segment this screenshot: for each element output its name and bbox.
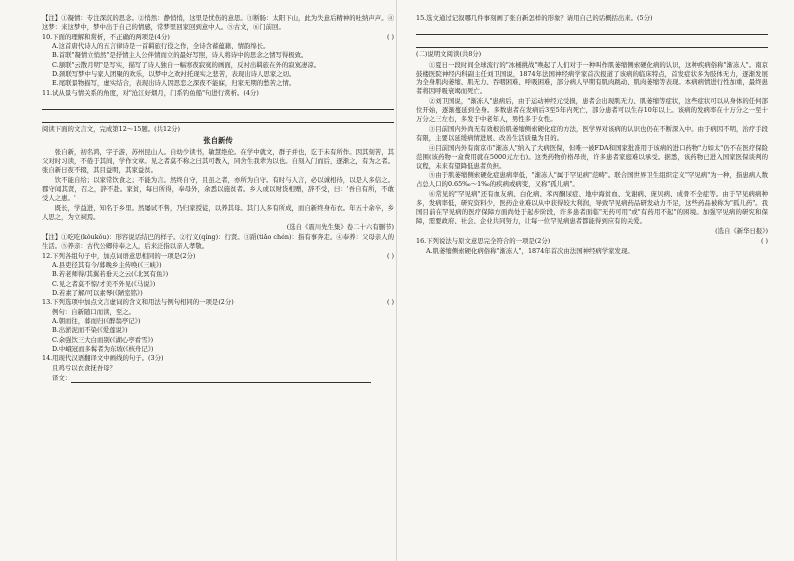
q13-example: 例句：自新随口而读，至之。 [52,307,136,316]
q12-row [42,252,394,261]
q10-option: C.颔联"云散月明"是写实，描写了诗人独自一幅寒夜寂寞的画面，反衬出羁旅在外的寂寞凄凉。 [52,60,321,69]
q10-stem: 10.下面的理解和赏析，不正确的两项是(4分) [42,32,170,41]
q12-option: A.县吏径其有今/暮晚乡主传唤(《三峡》) [52,261,162,270]
q16-paren: ( ) [760,237,768,246]
q13-option: C.余强饮三大白而别(《湖心亭看雪》) [52,335,154,344]
q13-option: A.朝而往，暮而归(《醉翁亭记》) [52,316,141,325]
q14-sentence: 且鸡亏以衣食抚吾母？ [52,364,116,373]
passage-paragraph: 既长，学益进，知名于乡里。然屡试不售，乃归家授徒，以养其母。其门人多有所成，而自新终身布衣。年五十余卒，乡人思之，为立祠焉。 [42,203,394,221]
q13-stem: 13.下列选项中加点文言虚词的含义和用法与例句相同的一项是(2分) [42,298,234,307]
q13-option: B.出淤泥而不染(《爱莲说》) [52,326,128,335]
q12-stem: 12.下列各组句子中，加点词语意思相同的一项是(2分) [42,251,196,260]
expository-paragraph: ②刘卫国说，"渐冻人"患病后，由于运动神经元受损，患者会出现肌无力、肌萎缩等症状，这些症状可以从身体的任何部位开始，逐渐蔓延到全身。多数患者在发病后3至5年内死亡，部分患者可以生存10年以上。该病的发病率在十万分之一至十万分之三左右，多发于中老年人，男性多于女性。 [416,97,768,124]
q16-row [416,237,768,246]
passage-paragraph: 张自新，初名鸿，字子游，苏州昆山人。自幼少读书，敏慧绝伦。在学中就文，群子并也，讫于未有所作。因其刻苦，其父对时习读，不倦于其间，学作文章。见之者莫不称之曰其可教入，同舍生我辈为以也。自刻入门而后，逐渐之，有为之者。张自新日夜不辍，其目益明，其家益贫。 [42,148,394,175]
q15-answer-line[interactable] [416,37,768,48]
expository-paragraph: ①夏日一段时间全球流行的"冰桶挑战"唤起了人们对于一种叫作肌萎缩侧索硬化病的认识，这种疾病俗称"渐冻人"。南京鼓楼医院神经内科副主任刘卫国说，1874年法国神经病学家首次报道了该病的临床特点，首发症状多为肢体无力，逐渐发展为全身肌肉萎缩、肌无力、吞咽困难、呼吸困难，部分病人早期有肌肉跳动、肌肉萎缩等表现。本病病情进行性加重，最终患者将因呼吸衰竭而死亡。 [416,60,768,96]
q12-option: C.见之者莫不惊/才美不外见(《马说》) [52,279,156,288]
expository-paragraph: ④目前国内外有南京市"渐冻人"纳入了大病医保，但唯一被FDA和国家批准用于该病的进口药物"力如太"仍不在医疗保险范围(该药物一盒费用就在5000元左右)。这类药物价格昂贵，许多患者家庭难以承受。据悉，该药物已进入国家医保谈判的议程，未来有望降低患者负担。 [416,143,768,170]
right-column [416,14,768,554]
expository-paragraph: ⑥常见的"罕见病"还有血友病、白化病、苯丙酮尿症、地中海贫血、戈谢病、庞贝病、成骨不全症等。由于罕见病病种多，发病率低，研究资料少，医药企业难以从中获得较大利润，导致罕见病药品研发动力不足，这些药品被称为"孤儿药"。我国目前在罕见病的医疗保障方面尚处于起步阶段，许多患者面临"无药可用"或"有药用不起"的困境。加强罕见病的研究和保障，需要政府、社会、企业共同努力，让每一位罕见病患者都能得到应有的关爱。 [416,190,768,225]
q14-answer-line[interactable] [71,374,371,383]
page-fold [396,0,397,561]
q10-paren: ( ) [386,32,394,41]
expository-source: (选自《新华日报》) [715,226,768,235]
q13-option: D.中峨冠而多髯者为东坡(《核舟记》) [52,344,154,353]
q13-paren: ( ) [386,298,394,307]
q15-stem: 15.选文通过记叙哪几件事刻画了张自新怎样的形象？请用自己的话概括出来。(5分) [416,14,653,22]
q10-option: A.这首唐代诗人的五言律诗是一首羁旅行役之作，全诗含蓄蕴藉、情韵绵长。 [52,42,270,51]
reading-intro: 阅读下面的文言文，完成第12～15题。(共12分) [42,124,181,133]
q15-answer-line[interactable] [416,24,768,35]
q10-option: D.颈联写梦中与家人团聚的欢乐，以梦中之欢衬托现实之悲苦，表现出诗人思家之切。 [52,70,296,78]
passage-source: (选自《震川先生集》卷二十六有删节) [286,222,394,231]
q11-answer-line[interactable] [42,112,394,123]
q12-paren: ( ) [386,251,394,260]
q13-row [42,298,394,307]
q10-option: B.首联"凝情立悄然"是抒情主人公伴情而立的最好写照，诗人将诗中的思念之情写得极致。 [52,51,308,60]
q14-stem: 14.用现代汉语翻译文中画线的句子。(3分) [42,354,164,363]
passage-note: 【注】①吃吃(kǒukǒu)：形容说话结巴的样子。②行义(qíng)：行贤。③蹈(tiǎo chén)：指有事奔走。④奉养：父母亲人的生活。⑤养亲：古代公卿侍奉之人，后来泛指以亲人孝敬。 [42,233,394,250]
q10-option: E.尾联景物描写，虚实结合，表现出诗人因思恋之深夜不能寐，归家无期的愁苦之情。 [52,79,296,88]
q11-answer-line[interactable] [42,99,394,110]
poem-note: 【注】①凝情：专注深沉的思念。②悄然：静悄悄，这里是忧伤的意思。③断肠：太阳下山，此为失意后精神的吐纳声声。④这梦：来这梦中，梦中出于自己的情感，常梦里回家回到意中人。⑤古文，⑥门前回。 [42,14,394,31]
expository-paragraph: ③目前国内外尚无有效根治肌萎缩侧索硬化症的方法，医学界对该病的认识也仍在不断深入中。由于病因不明，治疗手段有限，主要以延缓病情进展、改善生活质量为目的。 [416,124,768,142]
q16-option: A.肌萎缩侧索硬化病俗称"渐冻人"，1874年首次由法国神经病学家发现。 [426,246,634,255]
passage-title: 张自新传 [203,136,233,146]
q10-row [42,33,394,42]
left-column [42,14,394,554]
q12-option: D.若素了解/可以素琴(《陋室铭》) [52,289,143,298]
q14-label: 译文： [52,373,72,382]
q11-stem: 11.试从景与情关系的角度，对"沧江好烟月，门系钓鱼船"句进行赏析。(4分) [42,88,259,97]
section-heading: (二)说明文阅读(共8分) [416,50,482,59]
passage-paragraph: 饮不能自给；以家常饮食之；不能为言。然终自守，且虽之者，亦所为自守。有时与人言，必以诚相待，以是人多信之。郡守闻其贤，召之，辞不赴。家贫，每日所得，奉母外，余悉以施贫者。乡人或以财货相赠，辞不受，曰：'吾自有所，不敢受人之惠。' [42,176,394,203]
q12-option: B.若老师得/其翼若垂天之云(《北冥有鱼》) [52,270,169,279]
q16-stem: 16.下列说法与原文意思完全符合的一项是(2分) [416,237,551,246]
expository-paragraph: ⑤由于肌萎缩侧索硬化症患病率低，"渐冻人"属于罕见病"范畴"。联合国世界卫生组织定义"罕见病"为一种，指患病人数占总人口的0.65‰～1‰的疾病或病变，又称"孤儿病"。 [416,171,768,189]
q14-answer [42,374,394,383]
